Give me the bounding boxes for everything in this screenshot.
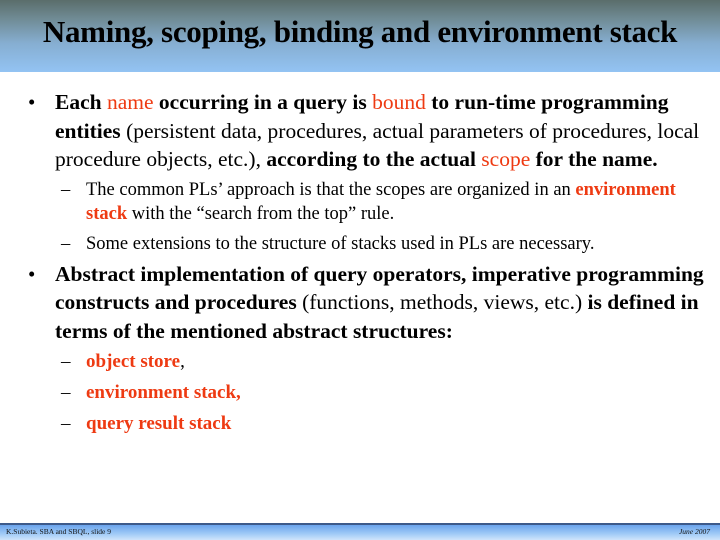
text-segment: is defined in terms of the mentioned abstract structures:	[55, 290, 699, 343]
dash-icon: –	[61, 233, 71, 254]
bullet-dot-icon: •	[28, 90, 36, 114]
dash-icon: –	[61, 179, 71, 200]
dash-icon: –	[61, 413, 71, 434]
footer-author-slide-number: K.Subieta. SBA and SBQL, slide 9	[6, 527, 112, 536]
keyword-object-store: object store	[86, 351, 181, 372]
dash-icon: –	[61, 351, 71, 372]
keyword-query-result-stack: query result stack	[86, 413, 232, 434]
bullet-item-naming-binding	[28, 88, 712, 174]
keyword-scope: scope	[481, 147, 531, 171]
text-segment: ,	[180, 351, 185, 372]
sub-item-stack-extensions	[28, 232, 712, 256]
text-segment: Abstract implementation of query operators, imperative programming constructs and procedures	[55, 261, 704, 314]
keyword-environment-stack: environment stack,	[86, 382, 241, 403]
slide-header	[0, 0, 720, 72]
bullet-dot-icon: •	[28, 261, 36, 286]
text-segment: (persistent data, procedures, actual parameters of procedures, local procedure objects, etc.),	[55, 118, 700, 171]
text-segment: Some extensions to the structure of stacks used in PLs are necessary.	[86, 233, 595, 254]
sub-item-object-store	[28, 349, 712, 374]
footer-date: June 2007	[678, 527, 710, 536]
text-segment: occurring in a query is	[153, 90, 373, 114]
keyword-bound: bound	[372, 90, 426, 114]
dash-icon: –	[61, 382, 71, 403]
text-segment: Each	[55, 90, 107, 114]
keyword-environment-stack: environment stack	[86, 179, 676, 224]
text-segment: The common PLs’ approach is that the scopes are organized in an	[86, 179, 576, 200]
slide-body	[28, 88, 712, 442]
sub-item-environment-stack-approach	[28, 178, 712, 226]
sub-item-query-result-stack	[28, 411, 712, 436]
sub-item-environment-stack	[28, 380, 712, 405]
slide-title: Naming, scoping, binding and environment stack	[42, 14, 678, 49]
text-segment: according to the actual	[266, 147, 482, 171]
text-segment: with the “search from the top” rule.	[127, 203, 395, 224]
bullet-item-abstract-implementation	[28, 260, 712, 346]
text-segment: (functions, methods, views, etc.)	[296, 290, 588, 314]
text-segment: for the name.	[530, 147, 658, 171]
keyword-name: name	[106, 90, 154, 114]
slide-footer	[0, 523, 720, 540]
text-segment: to run-time programming entities	[55, 90, 669, 143]
